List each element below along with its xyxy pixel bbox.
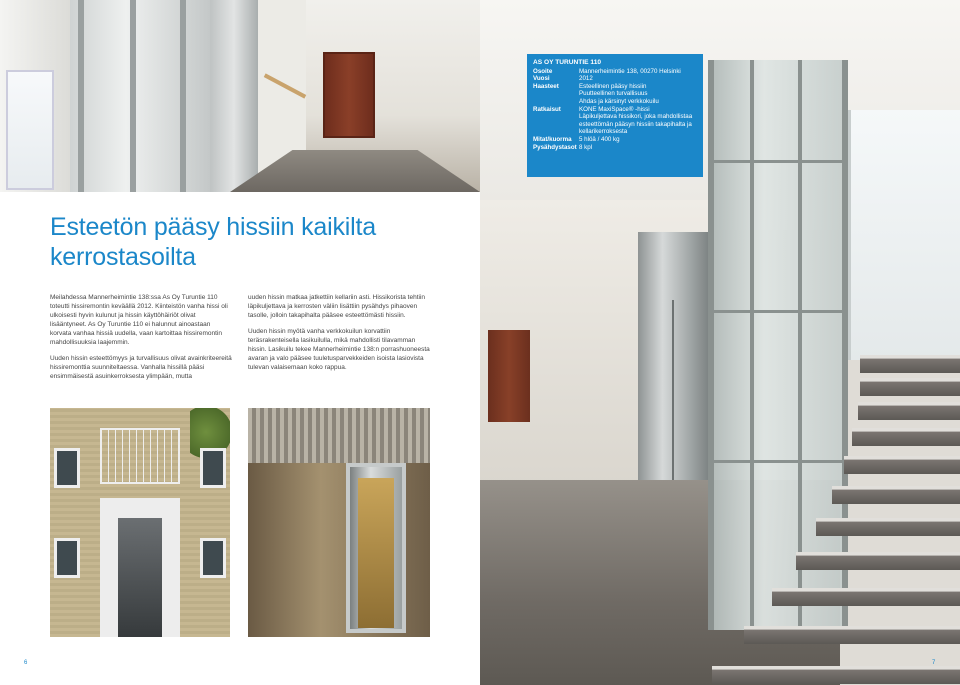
info-value-line: 5 hlöä / 400 kg [579,135,620,143]
info-row [533,68,697,76]
paragraph: Meilahdessa Mannerheimintie 138:ssa As Oy Turuntie 110 toteutti hissiremontin keväällä 2012. Kiinteistön vanha hissi oli ulkoisesti hyvin kulunut ja hissin käyttöhäiriöt olivat lisääntyneet. As Oy Turuntie 110 ei halunnut ainoastaan korvata vanhaa hissiä uudella, vaan kartoittaa hissiremontin mahdollisuuksia laajemmin. [50,294,228,346]
info-value [579,83,697,106]
page-headline [50,212,430,272]
stairwell-photo [0,0,480,192]
info-row [533,136,697,144]
info-key: Mitat/kuorma [533,135,572,143]
info-rows [533,68,697,152]
paragraph: Uuden hissin myötä vanha verkkokuilun korvattiin teräsrakenteisella lasikuilulla, mikä mahdollisti tilavamman hissin. Lasikuilu tekee Mannerheimintie 138:n porrashuoneesta avaran ja valo pääsee tuuletusparvekkeiden isoista lasiovista tulevan valaisemaan koko rappua. [248,328,430,371]
info-value-line: kellarikerroksesta [579,128,628,136]
info-value-line: 8 kpl [579,143,593,151]
cellar-elevator-photo [248,408,430,637]
info-value [579,144,697,152]
building-facade-photo [50,408,230,637]
page-number-left: 6 [24,660,28,666]
info-key: Osoite [533,67,553,75]
info-row [533,83,697,106]
paragraph: Uuden hissin esteettömyys ja turvallisuus olivat avainkriteereitä hissiremonttia suunniteltaessa. Vanhalla hissillä pääsi ensimmäisestä asuinkerroksesta ylimpään, mutta [50,355,232,380]
info-value-line: esteettömän pääsyn hissiin takapihalta ja [579,120,692,128]
info-value-line: Mannerheimintie 138, 00270 Helsinki [579,67,681,75]
page-number-right: 7 [932,660,936,666]
info-value [579,68,697,76]
info-value-line: 2012 [579,75,593,83]
info-key: Pysähdystasot [533,143,577,151]
info-key: Vuosi [533,75,550,83]
info-row [533,75,697,83]
headline-line-1: Esteetön pääsy hissiin kaikilta [50,213,376,241]
paragraph: uuden hissin matkaa jatkettiin kellariin asti. Hissikorista tehtiin läpikuljettava ja kerrosten väliin lisättiin pysähdys pihaoven tasolle, jolloin takapihalta pääsee esteettömästi hissiin. [248,294,426,319]
info-box-title: AS OY TURUNTIE 110 [533,59,602,66]
body-column-left [50,293,232,388]
body-column-right [248,293,433,379]
info-value [579,136,697,144]
project-info-box [527,54,703,177]
headline-line-2: kerrostasoilta [50,243,196,271]
info-value-line: Esteellinen pääsy hissiin [579,82,647,90]
info-value-line: Ahdas ja kärsinyt verkkokuilu [579,97,659,105]
info-value-line: KONE MaxiSpace® -hissi [579,105,650,113]
info-key: Haasteet [533,82,559,90]
info-row [533,106,697,136]
info-value-line: Läpikuljettava hissikori, joka mahdollistaa [579,113,693,121]
info-key: Ratkaisut [533,105,561,113]
info-value [579,75,697,83]
info-value [579,106,697,136]
info-row [533,144,697,152]
info-value-line: Puutteellinen turvallisuus [579,90,648,98]
